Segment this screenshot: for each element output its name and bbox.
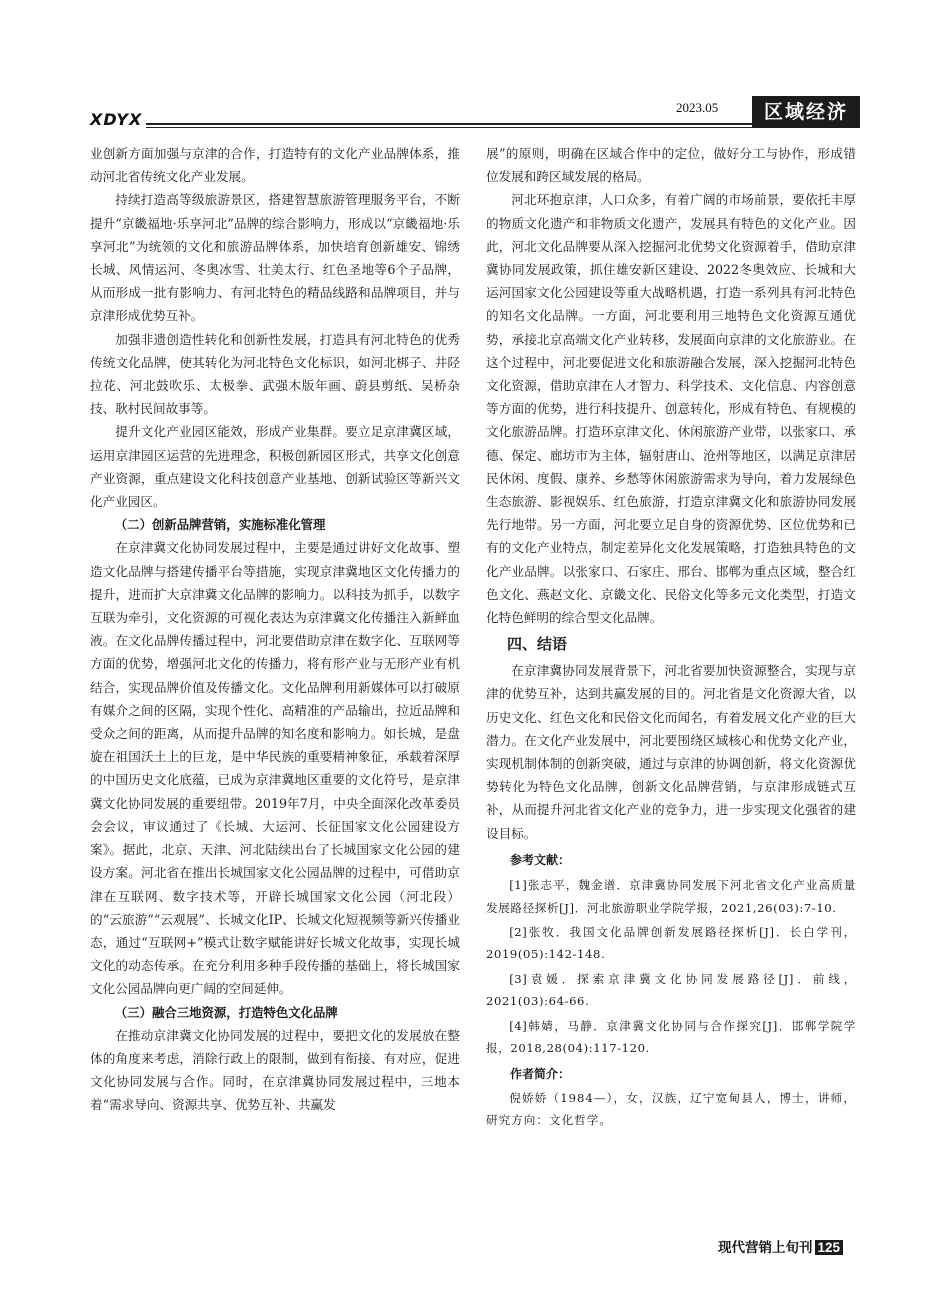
reference-item: [1]张志平，魏金谱．京津冀协同发展下河北省文化产业高质量发展路径探析[J]．河北旅游职业学院学报，2021,26(03):7-10. [486,878,856,915]
journal-abbreviation: XDYX [90,110,143,129]
paragraph: 展”的原则，明确在区域合作中的定位，做好分工与协作，形成错位发展和跨区域发展的格局。 [486,146,856,185]
paragraph: 在京津冀协同发展背景下，河北省要加快资源整合，实现与京津的优势互补，达到共赢发展的目的。河北省是文化资源大省，以历史文化、红色文化和民俗文化而闻名，有着发展文化产业的巨大潜力。在文化产业发展中，河北要围绕区域核心和优势文化产业，实现机制体制的创新突破，通过与京津的协调创新，将文化资源优势转化为特色文化品牌，创新文化品牌营销，与京津形成链式互补，从而提升河北省文化产业的竞争力，进一步实现文化强省的建设目标。 [486,663,856,841]
subsection-heading: （三）融合三地资源，打造特色文化品牌 [114,1004,338,1020]
reference-item: [4]韩婧，马静．京津冀文化协同与合作探究[J]．邯郸学院学报，2018,28(04):117-120. [486,1018,856,1055]
paragraph: 加强非遗创造性转化和创新性发展，打造具有河北特色的优秀传统文化品牌，使其转化为河北特色文化标识，如河北梆子、井陉拉花、河北鼓吹乐、太极拳、武强木版年画、蔚县剪纸、吴桥杂技、耿村民间故事等。 [90,331,460,417]
section-label: 区域经济 [752,96,860,128]
paragraph: 业创新方面加强与京津的合作，打造特有的文化产业品牌体系，推动河北省传统文化产业发展。 [90,146,460,185]
reference-item: [3]袁媛．探索京津冀文化协同发展路径[J]．前线，2021(03):64-66. [486,971,856,1009]
header-rule-thin [146,127,758,128]
paragraph: 在京津冀文化协同发展过程中，主要是通过讲好文化故事、塑造文化品牌与搭建传播平台等措施，实现京津冀地区文化传播力的提升，进而扩大京津冀文化品牌的影响力。以科技为抓手，以数字互联为牵引，文化资源的可视化表达为京津冀文化传播注入新鲜血液。在文化品牌传播过程中，河北要借助京津在数字化、互联网等方面的优势，增强河北文化的传播力，将有形产业与无形产业有机结合，实现品牌价值及传播文化。文化品牌利用新媒体可以打破原有媒介之间的区隔，实现个性化、高精准的产品输出，拉近品牌和受众之间的距离，从而提升品牌的知名度和影响力。如长城，是盘旋在祖国沃土上的巨龙，是中华民族的重要精神象征，承载着深厚的中国历史文化底蕴，已成为京津冀地区重要的文化符号，是京津冀文化协同发展的重要纽带。2019年7月，中央全面深化改革委员会会议，审议通过了《长城、大运河、长征国家文化公园建设方案》。据此，北京、天津、河北陆续出台了长城国家文化公园的建设方案。河北省在推出长城国家文化公园品牌的过程中，可借助京津在互联网、数字技术等，开辟长城国家文化公园（河北段）的“云旅游”“云观展”、长城文化IP、长城文化短视频等新兴传播业态，通过“互联网+”模式让数字赋能讲好长城文化故事，实现长城文化的动态传承。在充分利用多种手段传播的基础上，将长城国家文化公园品牌向更广阔的空间延伸。 [90,540,460,997]
subsection-heading: （二）创新品牌营销，实施标准化管理 [114,517,326,533]
header-rule [146,123,758,125]
footer-journal-name: 现代营销上旬刊 [718,1240,813,1256]
paragraph: 提升文化产业园区能效，形成产业集群。要立足京津冀区域，运用京津园区运营的先进理念，积极创新园区形式，共享文化创意产业资源，重点建设文化科技创意产业基地、创新试验区等新兴文化产业园区。 [90,424,460,510]
paragraph: 在推动京津冀文化协同发展的过程中，要把文化的发展放在整体的角度来考虑，消除行政上的限制，做到有衔接、有对应，促进文化协同发展与合作。同时，在京津冀协同发展过程中，三地本着“需求导向、资源共享、优势互补、共赢发 [90,1027,460,1113]
author-bio: 倪娇娇（1984—），女，汉族，辽宁宽甸县人，博士，讲师，研究方向：文化哲学。 [486,1090,856,1127]
paragraph: 持续打造高等级旅游景区，搭建智慧旅游管理服务平台，不断提升“京畿福地·乐享河北”品牌的综合影响力，形成以“京畿福地·乐享河北”为统领的文化和旅游品牌体系，加快培育创新雄安、锦绣长城、风情运河、冬奥冰雪、壮美太行、红色圣地等6个子品牌，从而形成一批有影响力、有河北特色的精品线路和品牌项目，并与京津形成优势互补。 [90,192,460,324]
references-heading: 参考文献： [510,852,571,867]
right-column [486,142,856,1131]
author-heading: 作者简介： [510,1067,571,1082]
paragraph: 河北环抱京津，人口众多，有着广阔的市场前景，要依托丰厚的物质文化遗产和非物质文化遗产，发展具有特色的文化产业。因此，河北文化品牌要从深入挖掘河北优势文化资源着手，借助京津冀协同发展政策，抓住雄安新区建设、2022冬奥效应、长城和大运河国家文化公园建设等重大战略机遇，打造一系列具有河北特色的知名文化品牌。一方面，河北要利用三地特色文化资源互通优势，承接北京高端文化产业转移，发展面向京津的文化旅游业。在这个过程中，河北要促进文化和旅游融合发展，深入挖掘河北特色文化资源，借助京津在人才智力、科学技术、文化信息、内容创意等方面的优势，进行科技提升、创意转化，形成有特色、有规模的文化旅游品牌。打造环京津文化、休闲旅游产业带，以张家口、承德、保定、廊坊市为主体，辐射唐山、沧州等地区，以满足京津居民休闲、度假、康养、乡愁等休闲旅游需求为导向，着力发展绿色生态旅游、影视娱乐、红色旅游，打造京津冀文化和旅游协同发展先行地带。另一方面，河北要立足自身的资源优势、区位优势和已有的文化产业特点，制定差异化文化发展策略，打造独具特色的文化产业品牌。以张家口、石家庄、邢台、邯郸为重点区域，整合红色文化、燕赵文化、京畿文化、民俗文化等多元文化类型，打造文化特色鲜明的综合型文化品牌。 [486,192,856,626]
issue-date: 2023.05 [676,100,719,115]
page-number: 125 [815,1240,844,1255]
footer [718,1236,843,1256]
section-heading: 四、结语 [507,635,568,654]
left-column [90,142,460,1117]
reference-item: [2]张牧．我国文化品牌创新发展路径探析[J]．长白学刊，2019(05):142-148. [486,924,856,962]
